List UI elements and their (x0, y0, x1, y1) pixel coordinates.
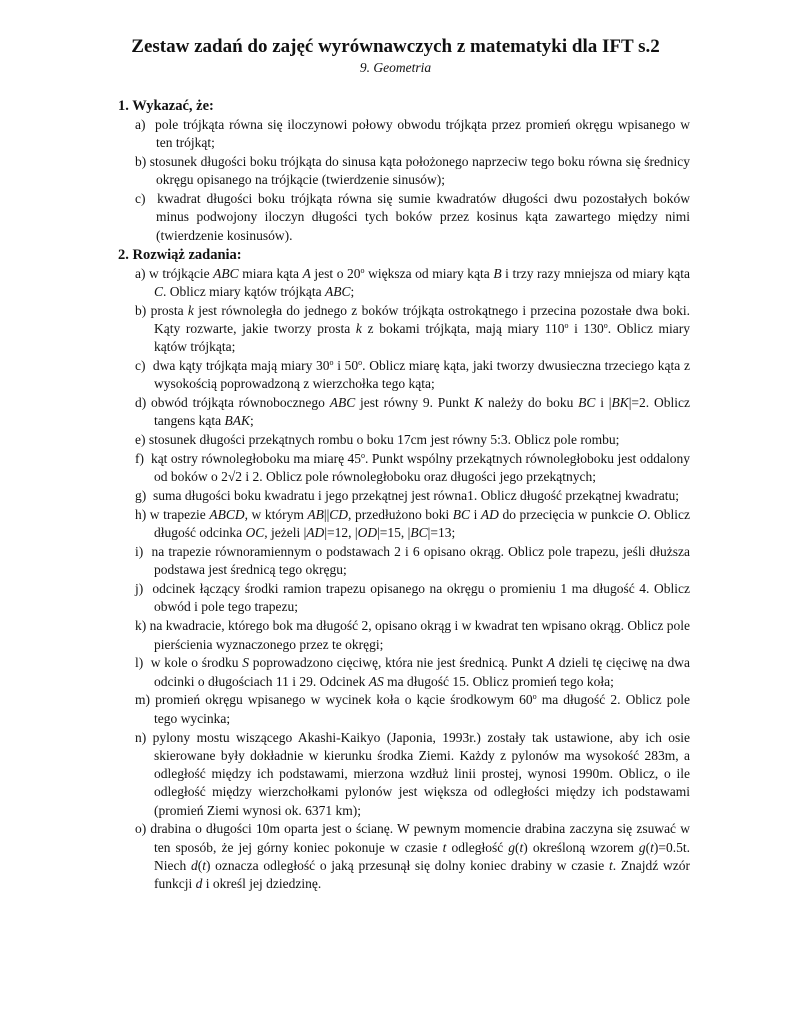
task-k: k) na kwadracie, którego bok ma długość 2, opisano okrąg i w kwadrat ten wpisano okrąg. Oblicz pole pierścienia wyznaczonego przez te okręgi; (135, 618, 690, 652)
task-c: c) dwa kąty trójkąta mają miary 30$^o$ i 50$^o$. Oblicz miarę kąta, jaki tworzy dwusieczna trzeciego kąta z wysokością poprowadzoną z wierzchołka tego kąta; (135, 358, 690, 392)
task-j: j) odcinek łączący środki ramion trapezu opisanego na okręgu o promieniu 1 ma długość 4. Oblicz obwód i pole tego trapezu; (135, 581, 690, 615)
task-h: h) w trapezie ABCD, w którym AB||CD, przedłużono boki BC i AD do przecięcia w punkcie O. Oblicz długość odcinka OC, jeżeli |AD|=12, |OD|=15, |BC|=13; (135, 506, 690, 541)
task-e: e) stosunek długości przekątnych rombu o boku 17cm jest równy 5:3. Oblicz pole rombu; (135, 432, 620, 448)
document-body (118, 97, 690, 894)
task-f: f) kąt ostry równoległoboku ma miarę 45$^o$. Punkt wspólny przekątnych równoległoboku jest oddalony od boków o 2√2 i 2. Oblicz pole równoległoboku oraz długości jego przekątnych; (135, 451, 690, 485)
task-a: a) w trójkącie ABC miara kąta A jest o 20$^o$ większa od miary kąta B i trzy razy mniejsza od miary kąta C. Oblicz miary kątów trójkąta ABC; (135, 265, 690, 299)
task-l: l) w kole o środku S poprowadzono cięciwę, która nie jest średnicą. Punkt A dzieli tę cięciwę na dwa odcinki o długościach 11 i 29. Odcinek AS ma długość 15. Oblicz promień tego koła; (135, 655, 690, 689)
task-g: g) suma długości boku kwadratu i jego przekątnej jest równa1. Oblicz długość przekątnej kwadratu; (135, 488, 679, 504)
section-2 (118, 246, 690, 894)
sqrt-expression: √2 (227, 469, 243, 485)
document-subtitle: 9. Geometria (359, 60, 432, 75)
section-1-item-a: a) pole trójkąta równa się iloczynowi połowy obwodu trójkąta przez promień okręgu wpisanego w ten trójkąt; (135, 117, 690, 151)
section-1-item-c: c) kwadrat długości boku trójkąta równa się sumie kwadratów długości dwu pozostałych boków minus podwojony iloczyn długości tych boków przez kosinus kąta zawartego między nimi (twierdzenie kosinusów). (135, 191, 690, 243)
task-i: i) na trapezie równoramiennym o podstawach 2 i 6 opisano okrąg. Oblicz pole trapezu, jeśli dłuższa podstawa jest średnicą tego okręgu; (135, 544, 690, 578)
task-n: n) pylony mostu wiszącego Akashi-Kaikyo (Japonia, 1993r.) zostały tak ustawione, aby ich osie skierowane były dokładnie w kierunku środka Ziemi. Każdy z pylonów ma wysokość 283m, a odległość między ich podstawami, mierzona wzdłuż linii prostej, wynosi 1990m. Oblicz, o ile odległość między wierzchołkami pylonów jest większa od odległości między ich podstawami (promień Ziemi wynosi ok. 6371 km); (135, 729, 690, 818)
section-1-heading: 1. Wykazać, że: (118, 98, 214, 114)
task-m: m) promień okręgu wpisanego w wycinek koła o kącie środkowym 60$^o$ ma długość 2. Oblicz pole tego wycinka; (135, 692, 690, 726)
task-d: d) obwód trójkąta równobocznego ABC jest równy 9. Punkt K należy do boku BC i |BK|=2. Oblicz tangens kąta BAK; (135, 395, 690, 429)
task-b: b) prosta k jest równoległa do jednego z boków trójkąta ostrokątnego i przecina pozostałe dwa boki. Kąty rozwarte, jakie tworzy prosta k z bokami trójkąta, mają miary 110$^o$ i 130$^o$. Oblicz miary kątów trójkąta; (135, 302, 691, 355)
section-1 (118, 97, 690, 245)
section-2-heading: 2. Rozwiąż zadania: (118, 246, 242, 263)
document-title: Zestaw zadań do zajęć wyrównawczych z matematyki dla IFT s.2 (131, 36, 660, 57)
section-1-item-b: b) stosunek długości boku trójkąta do sinusa kąta położonego naprzeciw tego boku równa się średnicy okręgu opisanego na trójkącie (twierdzenie sinusów); (135, 154, 690, 188)
task-o: o) drabina o długości 10m oparta jest o ścianę. W pewnym momencie drabina zaczyna się zsuwać w ten sposób, że jej górny koniec pokonuje w czasie t odległość g(t) określoną wzorem g(t)=0.5t. Niech d(t) oznacza odległość o jaką przesunął się dolny koniec drabiny w czasie t. Znajdź wzór funkcji d i określ jej dziedzinę. (135, 821, 691, 892)
